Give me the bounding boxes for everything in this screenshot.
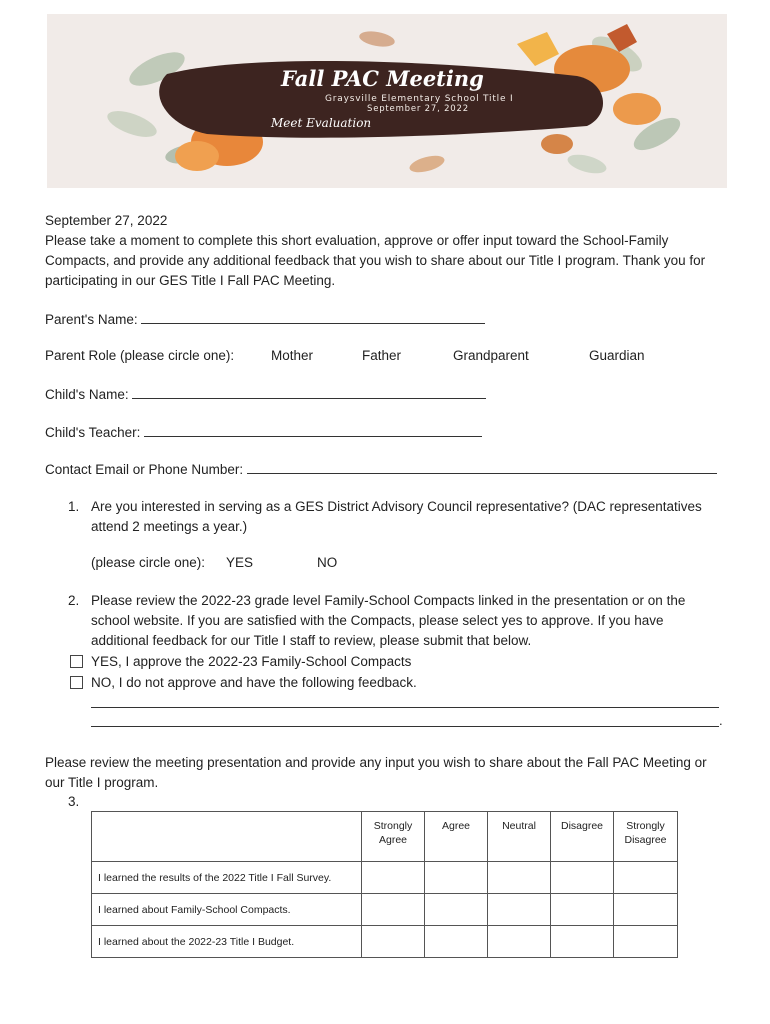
child-teacher-label: Child's Teacher:	[45, 425, 141, 440]
role-option-father[interactable]: Father	[362, 348, 402, 363]
header-agree: Agree	[425, 812, 488, 862]
statement-budget: I learned about the 2022-23 Title I Budget.	[92, 926, 362, 958]
table-row	[92, 926, 678, 958]
rating-cell[interactable]	[362, 926, 425, 958]
q1-yes-option[interactable]: YES	[226, 555, 254, 570]
q2-number: 2.	[68, 593, 80, 608]
table-row	[92, 894, 678, 926]
intro-text: Please take a moment to complete this short evaluation, approve or offer input toward the School-Family Compacts, and provide any additional feedback that you wish to share about our Title I program. Thank you for participating in our GES Title I Fall PAC Meeting.	[45, 233, 706, 288]
header-neutral: Neutral	[488, 812, 551, 862]
parent-name-label: Parent's Name:	[45, 312, 138, 327]
child-name-label: Child's Name:	[45, 387, 129, 402]
child-teacher-field[interactable]	[45, 422, 482, 443]
contact-label: Contact Email or Phone Number:	[45, 462, 244, 477]
intro-date: September 27, 2022	[45, 213, 168, 228]
rating-cell[interactable]	[362, 894, 425, 926]
child-teacher-line[interactable]	[144, 422, 482, 437]
q3-intro: Please review the meeting presentation and provide any input you wish to share about the Fall PAC Meeting or our Title I program.	[45, 755, 707, 790]
contact-line[interactable]	[247, 459, 717, 474]
banner-title: Fall PAC Meeting	[281, 66, 484, 91]
approve-no-checkbox[interactable]	[70, 676, 83, 689]
header-strongly-agree: Strongly Agree	[362, 812, 425, 862]
feedback-line-2[interactable]	[91, 726, 719, 727]
parent-role-label: Parent Role (please circle one):	[45, 348, 235, 363]
parent-name-line[interactable]	[141, 309, 485, 324]
approve-yes-checkbox[interactable]	[70, 655, 83, 668]
q2-text: Please review the 2022-23 grade level Family-School Compacts linked in the presentation or on the school website. If you are satisfied with the Compacts, please select yes to approve. If you have additional feedback for our Title I staff to review, please submit that below.	[91, 593, 686, 648]
feedback-line-1[interactable]	[91, 707, 719, 708]
rating-cell[interactable]	[488, 862, 551, 894]
banner-subtitle: Meet Evaluation	[271, 116, 372, 130]
rating-cell[interactable]	[425, 926, 488, 958]
q1-number: 1.	[68, 499, 80, 514]
statement-compacts: I learned about Family-School Compacts.	[92, 894, 362, 926]
q3-number: 3.	[68, 794, 80, 809]
q1-text: Are you interested in serving as a GES District Advisory Council representative? (DAC representatives attend 2 meetings a year.)	[91, 499, 702, 534]
header-banner	[47, 14, 727, 188]
approve-no-label: NO, I do not approve and have the following feedback.	[91, 675, 417, 690]
statement-survey-results: I learned the results of the 2022 Title I Fall Survey.	[92, 862, 362, 894]
table-header-row	[92, 812, 678, 862]
q1-circle-label: (please circle one):	[91, 555, 206, 570]
rating-cell[interactable]	[425, 894, 488, 926]
header-disagree: Disagree	[551, 812, 614, 862]
feedback-period: .	[719, 713, 723, 728]
parent-name-field[interactable]	[45, 309, 485, 330]
rating-cell[interactable]	[551, 862, 614, 894]
rating-cell[interactable]	[551, 926, 614, 958]
q1-no-option[interactable]: NO	[317, 555, 338, 570]
role-option-mother[interactable]: Mother	[271, 348, 314, 363]
rating-cell[interactable]	[488, 926, 551, 958]
rating-cell[interactable]	[614, 862, 678, 894]
role-option-grandparent[interactable]: Grandparent	[453, 348, 529, 363]
table-row	[92, 862, 678, 894]
banner-school: Graysville Elementary School Title I	[325, 94, 514, 104]
evaluation-table	[91, 811, 678, 958]
role-option-guardian[interactable]: Guardian	[589, 348, 645, 363]
rating-cell[interactable]	[551, 894, 614, 926]
rating-cell[interactable]	[362, 862, 425, 894]
child-name-field[interactable]	[45, 384, 486, 405]
rating-cell[interactable]	[488, 894, 551, 926]
rating-cell[interactable]	[425, 862, 488, 894]
approve-yes-label: YES, I approve the 2022-23 Family-School Compacts	[91, 654, 412, 669]
header-strongly-disagree: Strongly Disagree	[614, 812, 678, 862]
banner-date: September 27, 2022	[367, 104, 469, 114]
contact-field[interactable]	[45, 459, 717, 480]
table-header-blank	[92, 812, 362, 862]
rating-cell[interactable]	[614, 894, 678, 926]
child-name-line[interactable]	[132, 384, 486, 399]
rating-cell[interactable]	[614, 926, 678, 958]
